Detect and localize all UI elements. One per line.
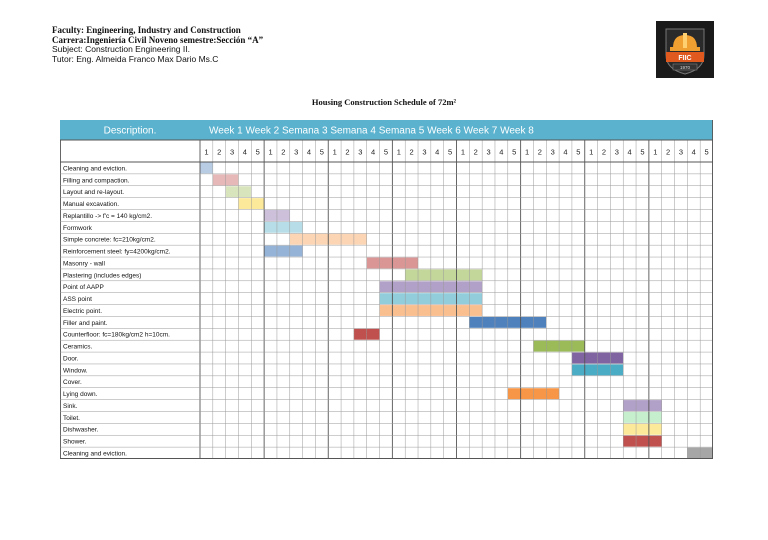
schedule-title: Housing Construction Schedule of 72m² xyxy=(311,97,457,107)
task-label: Reinforcement steel: fy=4200kg/cm2. xyxy=(63,248,171,256)
day-number: 3 xyxy=(550,147,555,157)
day-number: 1 xyxy=(589,147,594,157)
task-label: Filling and compaction. xyxy=(63,177,130,185)
gantt-bar xyxy=(264,246,302,257)
schedule-grid xyxy=(60,120,713,459)
day-number: 1 xyxy=(460,147,465,157)
task-label: Cleaning and eviction. xyxy=(63,165,127,173)
task-label: Filler and paint. xyxy=(63,319,108,327)
description-header: Description. xyxy=(103,125,157,137)
task-label: Point of AAPP xyxy=(63,284,104,292)
day-number: 5 xyxy=(448,147,453,157)
subject-line: Subject: Construction Engineering II. xyxy=(52,44,190,54)
task-label: Ceramics. xyxy=(63,343,93,351)
task-label: Plastering (includes edges) xyxy=(63,272,142,280)
logo-text: FIIC xyxy=(678,55,692,62)
task-label: Simple concrete: fc=210kg/cm2. xyxy=(63,236,156,244)
gantt-bar xyxy=(264,222,302,233)
day-number: 4 xyxy=(499,147,504,157)
task-label: Cover. xyxy=(63,379,82,387)
faculty-line: Faculty: Engineering, Industry and Construction xyxy=(52,25,241,35)
day-number: 5 xyxy=(255,147,260,157)
task-label: ASS point xyxy=(63,296,92,304)
task-label: Counterfloor: fc=180kg/cm2 h=10cm. xyxy=(63,331,170,339)
task-label: Formwork xyxy=(63,224,92,232)
day-number: 1 xyxy=(653,147,658,157)
day-number: 2 xyxy=(601,147,607,157)
task-label: Electric point. xyxy=(63,307,103,315)
day-number: 4 xyxy=(242,147,247,157)
day-number: 5 xyxy=(512,147,517,157)
gantt-bar xyxy=(623,424,661,435)
gantt-bar xyxy=(623,436,661,447)
day-number: 3 xyxy=(294,147,299,157)
day-number: 5 xyxy=(704,147,709,157)
day-number: 2 xyxy=(281,147,286,157)
day-number: 5 xyxy=(576,147,581,157)
task-label: Shower. xyxy=(63,438,87,446)
day-number: 1 xyxy=(396,147,401,157)
task-label: Sink. xyxy=(63,402,78,410)
day-number: 3 xyxy=(678,147,684,157)
day-number: 5 xyxy=(640,147,645,157)
task-label: Lying down. xyxy=(63,391,98,399)
day-number: 2 xyxy=(666,147,671,157)
hard-hat-shield-icon xyxy=(656,21,714,78)
day-number: 2 xyxy=(345,147,350,157)
day-number: 4 xyxy=(563,147,568,157)
task-label: Toilet. xyxy=(63,414,80,422)
day-number: 2 xyxy=(409,147,414,157)
task-label: Window. xyxy=(63,367,88,375)
day-number: 2 xyxy=(473,147,478,157)
day-number: 5 xyxy=(319,147,324,157)
gantt-bar xyxy=(623,400,661,411)
day-number: 2 xyxy=(217,147,222,157)
task-label: Layout and re-layout. xyxy=(63,189,125,197)
faculty-logo xyxy=(656,21,714,78)
day-number: 1 xyxy=(524,147,530,157)
day-number: 3 xyxy=(486,147,491,157)
task-label: Door. xyxy=(63,355,79,363)
task-label: Dishwasher. xyxy=(63,426,99,434)
day-number: 3 xyxy=(422,147,427,157)
day-number: 3 xyxy=(614,147,619,157)
construction-schedule-table xyxy=(60,120,713,459)
day-number: 1 xyxy=(332,147,337,157)
day-number: 1 xyxy=(204,147,209,157)
task-label: Cleaning and eviction. xyxy=(63,450,127,458)
day-number: 2 xyxy=(537,147,542,157)
document-header xyxy=(52,26,263,64)
tutor-line: Tutor: Eng. Almeida Franco Max Dario Ms.C xyxy=(52,53,219,64)
day-number: 4 xyxy=(306,147,312,157)
day-number: 4 xyxy=(627,147,632,157)
task-label: Replantillo -> f'c = 140 kg/cm2. xyxy=(63,212,153,220)
gantt-bar xyxy=(623,412,661,423)
day-number: 3 xyxy=(229,147,235,157)
task-label: Manual excavation. xyxy=(63,201,120,209)
day-number: 1 xyxy=(268,147,273,157)
day-number: 4 xyxy=(371,147,376,157)
task-label: Masonry - wall xyxy=(63,260,105,268)
day-number: 4 xyxy=(691,147,696,157)
day-number: 4 xyxy=(435,147,440,157)
gantt-bar xyxy=(200,163,213,174)
career-line: Carrera:Ingeniería Civil Noveno semestre:Sección “A” xyxy=(52,34,264,45)
day-number: 5 xyxy=(383,147,389,157)
logo-year: 1970 xyxy=(679,65,691,70)
week-header: Week 1 Week 2 Semana 3 Semana 4 Semana 5 Week 6 Week 7 Week 8 xyxy=(209,125,534,137)
day-number: 3 xyxy=(358,147,363,157)
